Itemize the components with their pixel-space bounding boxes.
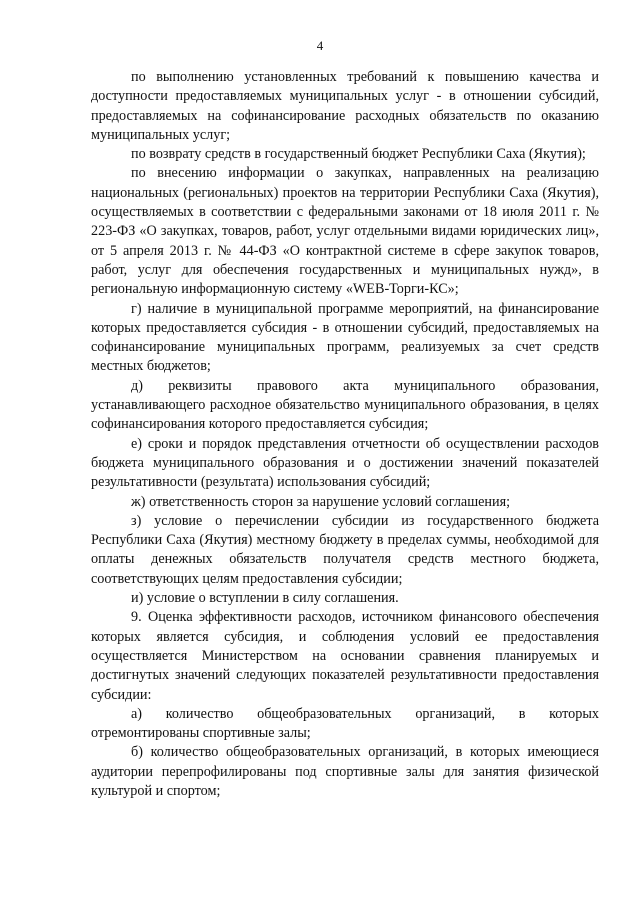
paragraph-item-b: б) количество общеобразовательных организаций, в которых имеющиеся аудитории перепрофилированы под спортивные залы для занятия физической культурой и спортом; (91, 744, 599, 799)
paragraph-item-g: г) наличие в муниципальной программе мероприятий, на финансирование которых предоставляется субсидия - в отношении субсидий, предоставляемых на софинансирование муниципальных программ, реализуемых за счет средств местных бюджетов; (91, 300, 599, 375)
document-body (91, 68, 599, 801)
paragraph-item-a: а) количество общеобразовательных организаций, в которых отремонтированы спортивные залы; (91, 705, 599, 742)
paragraph-quality-requirements: по выполнению установленных требований к повышению качества и доступности предоставляемых муниципальных услуг - в отношении субсидий, предоставляемых на софинансирование расходных обязательств по оказанию муниципальных услуг; (91, 69, 599, 143)
paragraph-return-funds: по возврату средств в государственный бюджет Республики Саха (Якутия); (131, 146, 586, 163)
page-number: 4 (316, 38, 324, 53)
paragraph-item-z: з) условие о перечислении субсидии из государственного бюджета Республики Саха (Якутия) местному бюджету в пределах суммы, необходимой для оплаты денежных обязательств получателя средств местного бюджета, соответствующих целям предоставления субсидии; (91, 512, 599, 587)
paragraph-procurement-info: по внесению информации о закупках, направленных на реализацию национальных (региональных) проектов на территории Республики Саха (Якутия), осуществляемых в соответствии с федеральными законами от 18 июля 2011 г. № 223-ФЗ «О закупках, товаров, работ, услуг отдельными видами юридических лиц», от 5 апреля 2013 г. № 44-ФЗ «О контрактной системе в сфере закупок товаров, работ, услуг для обеспечения государственных и муниципальных нужд», в региональную информационную систему «WEB-Торги-КС»; (91, 165, 599, 298)
paragraph-item-e: е) сроки и порядок представления отчетности об осуществлении расходов бюджета муниципального образования и о достижении значений показателей результативности (результата) использования субсидий; (91, 435, 599, 491)
paragraph-item-d: д) реквизиты правового акта муниципального образования, устанавливающего расходное обязательство муниципального образования, в целях софинансирования которого предоставляется субсидия; (91, 377, 599, 433)
paragraph-section-9: 9. Оценка эффективности расходов, источником финансового обеспечения которых является субсидия, и соблюдения условий ее предоставления осуществляется Министерством на основании сравнения планируемых и достигнутых значений следующих показателей результативности предоставления субсидии: (91, 609, 599, 703)
paragraph-item-i: и) условие о вступлении в силу соглашения. (131, 590, 399, 607)
paragraph-item-zh: ж) ответственность сторон за нарушение условий соглашения; (131, 493, 511, 510)
